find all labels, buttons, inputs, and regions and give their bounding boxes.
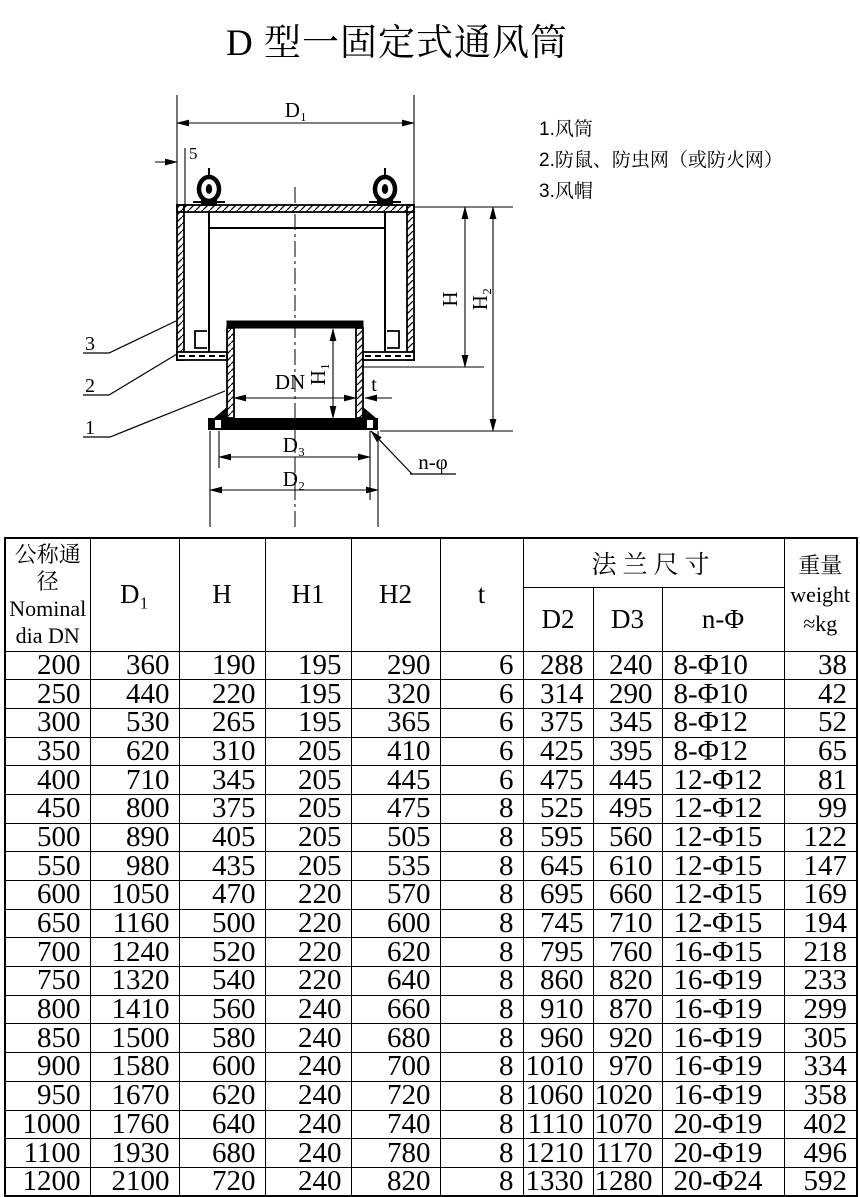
cell-dn: 550 xyxy=(5,852,90,881)
dim-label-d3: D₃ xyxy=(282,433,306,457)
cell-d1: 1320 xyxy=(90,967,179,996)
cell-dn: 750 xyxy=(5,967,90,996)
cell-d3: 1170 xyxy=(593,1139,662,1168)
cell-nphi: 16-Φ19 xyxy=(662,967,784,996)
cell-d3: 395 xyxy=(593,737,662,766)
cell-nphi: 16-Φ15 xyxy=(662,938,784,967)
cell-h2: 320 xyxy=(351,680,440,709)
flange-bolt-hole-right xyxy=(367,420,373,428)
cell-d2: 314 xyxy=(523,680,593,709)
cell-d3: 820 xyxy=(593,967,662,996)
cell-d2: 695 xyxy=(523,881,593,910)
cell-weight: 122 xyxy=(784,823,857,852)
cell-dn: 400 xyxy=(5,766,90,795)
cell-d2: 375 xyxy=(523,708,593,737)
table-row xyxy=(5,680,857,709)
cell-h1: 195 xyxy=(265,680,351,709)
header-line: ≈kg xyxy=(803,611,838,637)
dim-label-dn: DN xyxy=(274,370,306,394)
cell-d1: 1160 xyxy=(90,909,179,938)
table-row xyxy=(5,708,857,737)
cell-d1: 1410 xyxy=(90,995,179,1024)
header-line: Nominal xyxy=(9,595,87,621)
table-row xyxy=(5,938,857,967)
spec-table-body xyxy=(5,651,857,1196)
cell-dn: 350 xyxy=(5,737,90,766)
cell-weight: 305 xyxy=(784,1024,857,1053)
cell-weight: 99 xyxy=(784,794,857,823)
cell-d2: 1330 xyxy=(523,1167,593,1196)
legend-item-duct: 1.风筒 xyxy=(539,119,593,140)
cell-d1: 530 xyxy=(90,708,179,737)
cell-d1: 800 xyxy=(90,794,179,823)
cell-h: 720 xyxy=(179,1167,265,1196)
cell-t: 8 xyxy=(440,1053,523,1082)
leader-part3 xyxy=(83,321,176,353)
col-header-h: H xyxy=(179,538,265,651)
cell-d1: 620 xyxy=(90,737,179,766)
cell-dn: 250 xyxy=(5,680,90,709)
cell-h1: 220 xyxy=(265,967,351,996)
cell-h: 220 xyxy=(179,680,265,709)
cell-h1: 240 xyxy=(265,1110,351,1139)
cell-h2: 505 xyxy=(351,823,440,852)
cell-h1: 240 xyxy=(265,1167,351,1196)
cell-weight: 147 xyxy=(784,852,857,881)
cell-t: 8 xyxy=(440,881,523,910)
cell-h2: 600 xyxy=(351,909,440,938)
col-header-flange-group: 法兰尺寸 xyxy=(523,538,784,587)
cell-d1: 360 xyxy=(90,651,179,680)
header-line: dia DN xyxy=(15,622,80,648)
cell-t: 8 xyxy=(440,852,523,881)
cell-d2: 645 xyxy=(523,852,593,881)
col-header-t: t xyxy=(440,538,523,651)
cell-weight: 233 xyxy=(784,967,857,996)
cell-nphi: 20-Φ24 xyxy=(662,1167,784,1196)
header-line: 公称通 xyxy=(14,541,81,567)
cell-dn: 1100 xyxy=(5,1139,90,1168)
cell-d3: 610 xyxy=(593,852,662,881)
part-label-1: 1 xyxy=(85,417,95,439)
duct-top-rim xyxy=(227,321,363,328)
cell-dn: 650 xyxy=(5,909,90,938)
cell-weight: 42 xyxy=(784,680,857,709)
cell-d3: 1280 xyxy=(593,1167,662,1196)
flange-plate xyxy=(208,418,378,430)
cell-h2: 290 xyxy=(351,651,440,680)
cell-d3: 920 xyxy=(593,1024,662,1053)
cell-d3: 345 xyxy=(593,708,662,737)
cell-h2: 780 xyxy=(351,1139,440,1168)
cell-dn: 600 xyxy=(5,881,90,910)
spec-table xyxy=(4,537,858,1197)
cell-weight: 65 xyxy=(784,737,857,766)
cell-t: 6 xyxy=(440,737,523,766)
cell-t: 8 xyxy=(440,794,523,823)
cell-weight: 52 xyxy=(784,708,857,737)
cell-nphi: 12-Φ12 xyxy=(662,766,784,795)
col-header-d3: D3 xyxy=(593,587,662,651)
col-header-h1: H1 xyxy=(265,538,351,651)
cell-h2: 535 xyxy=(351,852,440,881)
cell-dn: 950 xyxy=(5,1081,90,1110)
legend-item-cap: 3.风帽 xyxy=(539,181,593,202)
cell-t: 8 xyxy=(440,995,523,1024)
table-row xyxy=(5,1167,857,1196)
cell-nphi: 8-Φ12 xyxy=(662,708,784,737)
cell-weight: 38 xyxy=(784,651,857,680)
table-row xyxy=(5,909,857,938)
cell-t: 8 xyxy=(440,1139,523,1168)
cell-h: 680 xyxy=(179,1139,265,1168)
cell-nphi: 8-Φ12 xyxy=(662,737,784,766)
col-header-weight xyxy=(784,538,857,651)
cell-t: 8 xyxy=(440,823,523,852)
table-row xyxy=(5,823,857,852)
dim-label-nphi: n-φ xyxy=(418,450,448,474)
cell-d3: 495 xyxy=(593,794,662,823)
cell-d2: 795 xyxy=(523,938,593,967)
cell-h: 345 xyxy=(179,766,265,795)
cell-weight: 169 xyxy=(784,881,857,910)
cell-d3: 1020 xyxy=(593,1081,662,1110)
leader-nphi xyxy=(371,431,412,474)
cell-d2: 1210 xyxy=(523,1139,593,1168)
cell-d2: 425 xyxy=(523,737,593,766)
cell-d1: 890 xyxy=(90,823,179,852)
cell-d3: 710 xyxy=(593,909,662,938)
table-row xyxy=(5,794,857,823)
bracket-left xyxy=(195,331,207,348)
cell-t: 8 xyxy=(440,1024,523,1053)
cell-d1: 1760 xyxy=(90,1110,179,1139)
cell-h2: 620 xyxy=(351,938,440,967)
cell-h1: 195 xyxy=(265,708,351,737)
cell-h2: 410 xyxy=(351,737,440,766)
cell-d3: 560 xyxy=(593,823,662,852)
cell-d3: 970 xyxy=(593,1053,662,1082)
cell-h1: 195 xyxy=(265,651,351,680)
cell-nphi: 16-Φ19 xyxy=(662,1053,784,1082)
header-line: 重量 xyxy=(798,553,843,579)
cell-d3: 760 xyxy=(593,938,662,967)
cell-h1: 220 xyxy=(265,881,351,910)
part-label-3: 3 xyxy=(85,333,95,355)
cell-weight: 358 xyxy=(784,1081,857,1110)
cell-nphi: 12-Φ15 xyxy=(662,881,784,910)
cell-h2: 820 xyxy=(351,1167,440,1196)
cell-nphi: 20-Φ19 xyxy=(662,1110,784,1139)
cell-t: 6 xyxy=(440,708,523,737)
cell-h2: 700 xyxy=(351,1053,440,1082)
col-header-d1: D₁ xyxy=(90,538,179,651)
part-label-2: 2 xyxy=(85,375,95,397)
cell-d3: 1070 xyxy=(593,1110,662,1139)
col-header-nominal-dia xyxy=(5,538,90,651)
table-row xyxy=(5,1139,857,1168)
leader-part2 xyxy=(83,354,177,395)
cell-dn: 900 xyxy=(5,1053,90,1082)
cell-nphi: 12-Φ15 xyxy=(662,852,784,881)
cell-h1: 205 xyxy=(265,823,351,852)
cell-h2: 720 xyxy=(351,1081,440,1110)
cell-weight: 194 xyxy=(784,909,857,938)
cell-dn: 800 xyxy=(5,995,90,1024)
cell-weight: 592 xyxy=(784,1167,857,1196)
cell-d3: 870 xyxy=(593,995,662,1024)
cell-dn: 500 xyxy=(5,823,90,852)
cell-h: 470 xyxy=(179,881,265,910)
cell-d1: 1930 xyxy=(90,1139,179,1168)
cell-h: 640 xyxy=(179,1110,265,1139)
cell-dn: 200 xyxy=(5,651,90,680)
cell-d2: 525 xyxy=(523,794,593,823)
dim-label-d1: D₁ xyxy=(284,98,308,122)
dim-label-t: t xyxy=(371,374,377,396)
weld-right xyxy=(363,407,376,418)
cell-d1: 1240 xyxy=(90,938,179,967)
cell-h: 620 xyxy=(179,1081,265,1110)
cell-dn: 1200 xyxy=(5,1167,90,1196)
cell-h2: 445 xyxy=(351,766,440,795)
cell-nphi: 20-Φ19 xyxy=(662,1139,784,1168)
header-line: 径 xyxy=(36,568,59,594)
cell-nphi: 16-Φ19 xyxy=(662,995,784,1024)
technical-drawing xyxy=(0,85,860,537)
table-row xyxy=(5,766,857,795)
cell-h2: 365 xyxy=(351,708,440,737)
cell-d1: 710 xyxy=(90,766,179,795)
eyebolt-left xyxy=(193,168,225,206)
cell-t: 8 xyxy=(440,967,523,996)
cell-h1: 205 xyxy=(265,766,351,795)
cell-weight: 299 xyxy=(784,995,857,1024)
table-row xyxy=(5,651,857,680)
cell-h2: 680 xyxy=(351,1024,440,1053)
cell-h: 405 xyxy=(179,823,265,852)
cell-d3: 290 xyxy=(593,680,662,709)
col-header-d2: D2 xyxy=(523,587,593,651)
cell-nphi: 12-Φ15 xyxy=(662,823,784,852)
cell-t: 8 xyxy=(440,909,523,938)
cell-d2: 595 xyxy=(523,823,593,852)
table-row xyxy=(5,1024,857,1053)
cell-h: 560 xyxy=(179,995,265,1024)
cell-t: 8 xyxy=(440,1081,523,1110)
cell-weight: 218 xyxy=(784,938,857,967)
cell-dn: 1000 xyxy=(5,1110,90,1139)
cell-h1: 205 xyxy=(265,852,351,881)
cell-h1: 240 xyxy=(265,995,351,1024)
cell-t: 6 xyxy=(440,766,523,795)
col-header-nphi: n-Φ xyxy=(662,587,784,651)
cell-h2: 475 xyxy=(351,794,440,823)
cell-h2: 660 xyxy=(351,995,440,1024)
cell-weight: 334 xyxy=(784,1053,857,1082)
cell-h: 190 xyxy=(179,651,265,680)
table-row xyxy=(5,1053,857,1082)
cell-d2: 860 xyxy=(523,967,593,996)
cell-d3: 660 xyxy=(593,881,662,910)
cell-d1: 1500 xyxy=(90,1024,179,1053)
cell-dn: 700 xyxy=(5,938,90,967)
cell-dn: 850 xyxy=(5,1024,90,1053)
cell-d2: 1010 xyxy=(523,1053,593,1082)
cell-d2: 288 xyxy=(523,651,593,680)
cell-h1: 240 xyxy=(265,1139,351,1168)
table-row xyxy=(5,995,857,1024)
cell-h1: 205 xyxy=(265,737,351,766)
cell-h2: 570 xyxy=(351,881,440,910)
cell-d2: 910 xyxy=(523,995,593,1024)
cell-h: 600 xyxy=(179,1053,265,1082)
table-row xyxy=(5,1110,857,1139)
cell-dn: 300 xyxy=(5,708,90,737)
dim-label-5: 5 xyxy=(189,144,198,163)
cell-d2: 1110 xyxy=(523,1110,593,1139)
cell-h1: 240 xyxy=(265,1053,351,1082)
cell-d2: 475 xyxy=(523,766,593,795)
eyebolt-right xyxy=(369,168,401,206)
cell-nphi: 16-Φ19 xyxy=(662,1081,784,1110)
cell-d3: 445 xyxy=(593,766,662,795)
cell-h: 580 xyxy=(179,1024,265,1053)
cell-h1: 240 xyxy=(265,1024,351,1053)
table-row xyxy=(5,967,857,996)
cell-nphi: 12-Φ12 xyxy=(662,794,784,823)
cell-h: 375 xyxy=(179,794,265,823)
cell-t: 6 xyxy=(440,680,523,709)
table-row xyxy=(5,852,857,881)
cell-h2: 740 xyxy=(351,1110,440,1139)
weld-left xyxy=(214,407,227,418)
cell-h1: 220 xyxy=(265,938,351,967)
cell-dn: 450 xyxy=(5,794,90,823)
cell-t: 6 xyxy=(440,651,523,680)
cell-weight: 402 xyxy=(784,1110,857,1139)
cell-h: 435 xyxy=(179,852,265,881)
cell-t: 8 xyxy=(440,1110,523,1139)
col-header-h2: H2 xyxy=(351,538,440,651)
legend-item-mesh: 2.防鼠、防虫网（或防火网） xyxy=(539,150,783,171)
header-line: weight xyxy=(790,582,851,608)
cell-d1: 1580 xyxy=(90,1053,179,1082)
cell-h: 520 xyxy=(179,938,265,967)
table-row xyxy=(5,737,857,766)
cell-h1: 205 xyxy=(265,794,351,823)
cell-d1: 980 xyxy=(90,852,179,881)
page-title: D 型一固定式通风筒 xyxy=(226,23,568,64)
cell-t: 8 xyxy=(440,1167,523,1196)
cell-nphi: 16-Φ19 xyxy=(662,1024,784,1053)
cell-h: 540 xyxy=(179,967,265,996)
dim-label-h: H xyxy=(438,291,462,307)
dim-label-h2: H₂ xyxy=(468,287,492,311)
cell-d2: 960 xyxy=(523,1024,593,1053)
leader-part1 xyxy=(83,391,225,437)
cell-h: 265 xyxy=(179,708,265,737)
cell-nphi: 12-Φ15 xyxy=(662,909,784,938)
cell-h1: 220 xyxy=(265,909,351,938)
cell-h: 500 xyxy=(179,909,265,938)
cell-h2: 640 xyxy=(351,967,440,996)
cell-nphi: 8-Φ10 xyxy=(662,680,784,709)
dim-label-d2: D₂ xyxy=(282,467,306,491)
cell-d1: 440 xyxy=(90,680,179,709)
cell-h: 310 xyxy=(179,737,265,766)
extension-lines xyxy=(177,95,513,527)
cell-d2: 745 xyxy=(523,909,593,938)
cell-weight: 496 xyxy=(784,1139,857,1168)
table-row xyxy=(5,881,857,910)
flange-bolt-hole-left xyxy=(215,420,221,428)
cell-d3: 240 xyxy=(593,651,662,680)
bracket-right xyxy=(387,331,399,348)
table-row xyxy=(5,1081,857,1110)
cell-d1: 2100 xyxy=(90,1167,179,1196)
cell-h1: 240 xyxy=(265,1081,351,1110)
cell-nphi: 8-Φ10 xyxy=(662,651,784,680)
cell-d1: 1050 xyxy=(90,881,179,910)
cell-t: 8 xyxy=(440,938,523,967)
dim-label-h1: H₁ xyxy=(306,362,330,386)
cell-d2: 1060 xyxy=(523,1081,593,1110)
cell-weight: 81 xyxy=(784,766,857,795)
cell-d1: 1670 xyxy=(90,1081,179,1110)
